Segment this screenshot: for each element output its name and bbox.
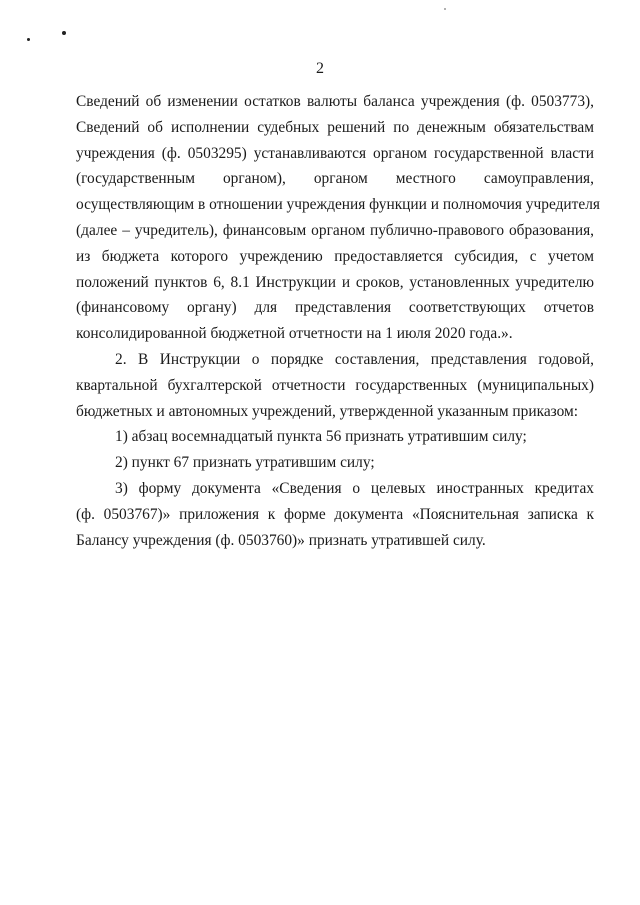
scan-artifact-dot — [27, 38, 30, 41]
text-line: консолидированной бюджетной отчетности на 1 июля 2020 года.». — [76, 325, 513, 343]
page-number: 2 — [316, 60, 324, 77]
paragraph-continuation — [76, 89, 600, 347]
text-line: 2) пункт 67 признать утратившим силу; — [115, 454, 375, 472]
text-line: (ф. 0503767)» приложения к форме документа «Пояснительная записка к — [76, 505, 594, 523]
text-line: (далее – учредитель), финансовым органом публично-правового образования, — [76, 221, 594, 239]
paragraph-item-2 — [76, 347, 594, 424]
paragraph-subitem-2 — [76, 450, 594, 476]
text-line: положений пунктов 6, 8.1 Инструкции и сроков, установленных учредителю — [76, 273, 594, 291]
text-line: Балансу учреждения (ф. 0503760)» признать утратившей силу. — [76, 531, 486, 549]
text-line: Сведений об изменении остатков валюты баланса учреждения (ф. 0503773), — [76, 93, 594, 110]
text-line: квартальной бухгалтерской отчетности государственных (муниципальных) — [76, 376, 594, 394]
text-line: учреждения (ф. 0503295) устанавливаются органом государственной власти — [76, 144, 594, 162]
text-line: 1) абзац восемнадцатый пункта 56 признать утратившим силу; — [115, 428, 527, 446]
text-line: 3) форму документа «Сведения о целевых иностранных кредитах — [115, 479, 594, 497]
scan-artifact-dot — [62, 31, 66, 35]
text-line: (государственным органом), органом местного самоуправления, — [76, 170, 594, 188]
paragraph-subitem-1 — [76, 424, 594, 450]
paragraph-subitem-3 — [76, 476, 594, 553]
scan-artifact-dot — [444, 8, 446, 10]
text-line: Сведений об исполнении судебных решений по денежным обязательствам — [76, 118, 594, 136]
text-line: из бюджета которого учреждению предоставляется субсидия, с учетом — [76, 247, 594, 265]
document-body — [76, 89, 600, 553]
text-line: 2. В Инструкции о порядке составления, представления годовой, — [115, 350, 594, 368]
text-line: (финансовому органу) для представления соответствующих отчетов — [76, 299, 594, 317]
text-line: осуществляющим в отношении учреждения функции и полномочия учредителя — [76, 196, 600, 214]
text-line: бюджетных и автономных учреждений, утвержденной указанным приказом: — [76, 402, 579, 420]
